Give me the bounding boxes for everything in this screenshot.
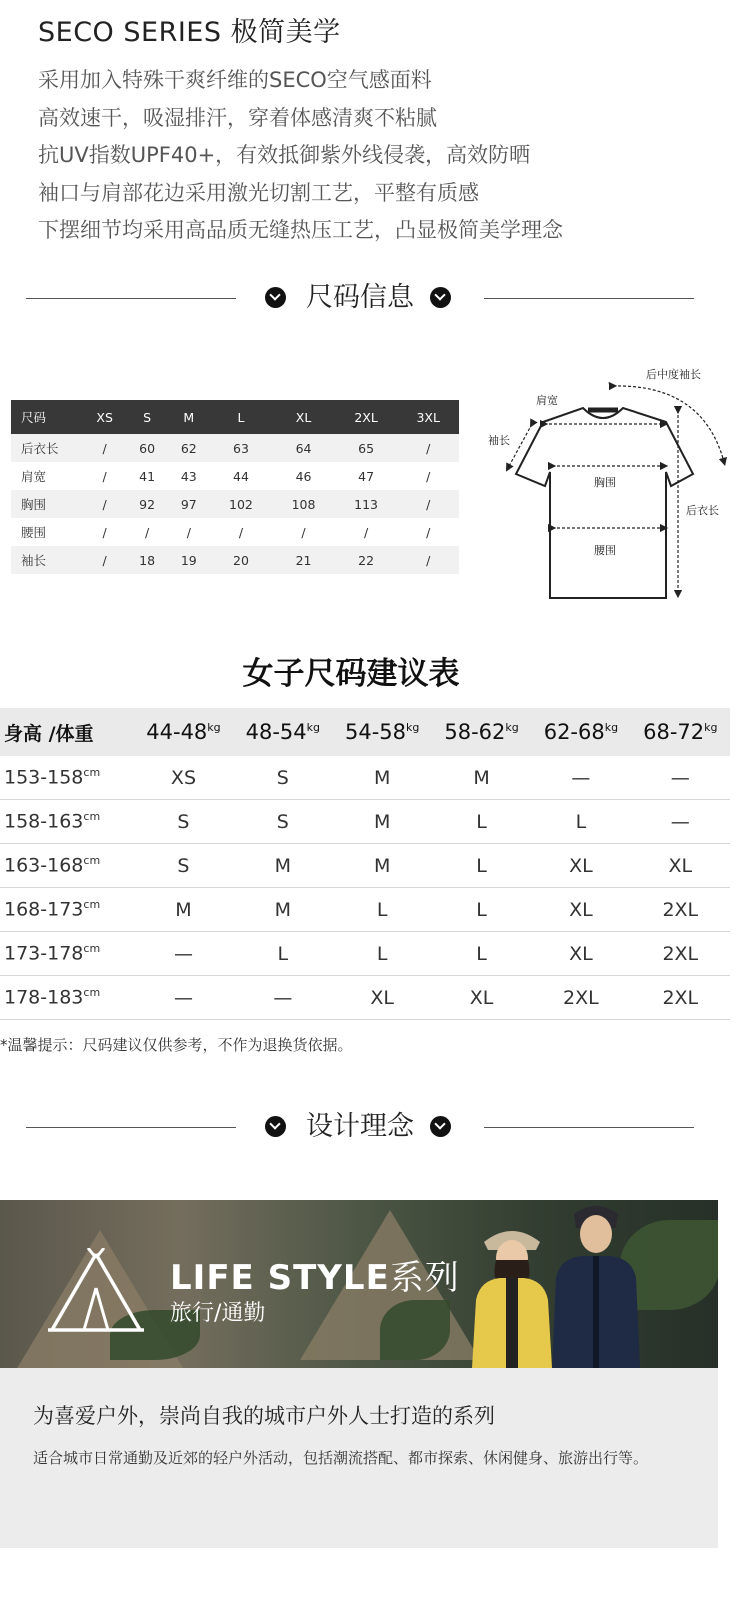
size-note: *温馨提示：尺码建议仅供参考，不作为退换货依据。	[0, 1036, 353, 1054]
label-back-length: 后衣长	[686, 504, 719, 517]
cell: 20	[210, 546, 273, 574]
size-cell: L	[432, 800, 531, 844]
size-cell: 2XL	[631, 976, 730, 1020]
cell: /	[335, 518, 398, 546]
size-cell: 2XL	[531, 976, 630, 1020]
cell: 41	[126, 462, 168, 490]
size-table	[11, 400, 459, 574]
section-title: 设计理念	[306, 1111, 414, 1142]
cell: 63	[210, 434, 273, 462]
cell: 21	[272, 546, 335, 574]
size-cell: M	[333, 756, 432, 800]
cell: 袖长	[11, 546, 83, 574]
size-cell: M	[134, 888, 233, 932]
cell: /	[397, 546, 459, 574]
height-cell: $153-158^{cm}$	[0, 756, 134, 800]
size-cell: L	[233, 932, 332, 976]
height-cell: $178-183^{cm}$	[0, 976, 134, 1020]
size-table-header	[11, 400, 459, 434]
size-cell: XL	[333, 976, 432, 1020]
height-cell: $163-168^{cm}$	[0, 844, 134, 888]
cell: 65	[335, 434, 398, 462]
label-chest: 胸围	[594, 476, 616, 489]
size-cell: 2XL	[631, 932, 730, 976]
size-cell: L	[432, 888, 531, 932]
cell: /	[83, 490, 126, 518]
banner-title: LIFE STYLE系列	[170, 1258, 460, 1298]
table-row	[0, 932, 730, 976]
feature-item: 下摆细节均采用高品质无缝热压工艺，凸显极简美学理念	[38, 218, 563, 242]
height-cell: $158-163^{cm}$	[0, 800, 134, 844]
table-row	[11, 546, 459, 574]
cell: 44	[210, 462, 273, 490]
size-cell: L	[333, 888, 432, 932]
cell: /	[397, 490, 459, 518]
cell: 92	[126, 490, 168, 518]
cell: /	[168, 518, 210, 546]
header-cell: L	[210, 400, 273, 434]
chevron-down-icon	[265, 287, 286, 308]
weight-header: $62-68^{kg}$	[531, 708, 630, 756]
feature-item: 高效速干，吸湿排汗，穿着体感清爽不粘腻	[38, 105, 437, 130]
size-section-header	[0, 278, 746, 318]
design-description-box	[0, 1368, 718, 1548]
divider	[484, 298, 694, 299]
cell: 62	[168, 434, 210, 462]
size-cell: L	[333, 932, 432, 976]
divider	[26, 1127, 236, 1128]
cell: 22	[335, 546, 398, 574]
intro-title: SECO SERIES 极简美学	[38, 17, 341, 48]
cell: 47	[335, 462, 398, 490]
header-cell: 2XL	[335, 400, 398, 434]
tshirt-measurement-diagram	[488, 362, 738, 608]
weight-header: $44-48^{kg}$	[134, 708, 233, 756]
weight-header: $54-58^{kg}$	[333, 708, 432, 756]
cell: 18	[126, 546, 168, 574]
cell: 腰围	[11, 518, 83, 546]
size-cell: XL	[531, 844, 630, 888]
table-row	[0, 888, 730, 932]
table-row	[11, 490, 459, 518]
size-cell: S	[233, 756, 332, 800]
lifestyle-banner-image	[0, 1200, 718, 1368]
cell: 97	[168, 490, 210, 518]
size-cell: M	[432, 756, 531, 800]
model-man-navy-jacket	[546, 1200, 646, 1368]
header-cell: XL	[272, 400, 335, 434]
cell: /	[397, 518, 459, 546]
cell: 108	[272, 490, 335, 518]
header-cell: XS	[83, 400, 126, 434]
design-section-header	[0, 1107, 746, 1147]
feature-item: 抗UV指数UPF40+，有效抵御紫外线侵袭，高效防晒	[38, 143, 531, 167]
height-cell: $173-178^{cm}$	[0, 932, 134, 976]
weight-header: $58-62^{kg}$	[432, 708, 531, 756]
divider	[26, 298, 236, 299]
banner-subtitle: 旅行/通勤	[170, 1301, 266, 1326]
cell: /	[83, 462, 126, 490]
label-shoulder: 肩宽	[536, 394, 558, 407]
feature-item: 袖口与肩部花边采用激光切割工艺，平整有质感	[38, 180, 479, 205]
size-cell: —	[134, 976, 233, 1020]
cell: /	[272, 518, 335, 546]
table-row	[11, 462, 459, 490]
header-cell: S	[126, 400, 168, 434]
weight-header: $48-54^{kg}$	[233, 708, 332, 756]
table-row	[0, 756, 730, 800]
table-row	[0, 800, 730, 844]
size-cell: M	[333, 844, 432, 888]
cell: 19	[168, 546, 210, 574]
size-cell: L	[531, 800, 630, 844]
size-cell: L	[432, 844, 531, 888]
cell: 102	[210, 490, 273, 518]
size-cell: —	[233, 976, 332, 1020]
cell: 肩宽	[11, 462, 83, 490]
description-body: 适合城市日常通勤及近郊的轻户外活动，包括潮流搭配、都市探索、休闲健身、旅游出行等。	[33, 1449, 649, 1467]
chevron-down-icon	[430, 287, 451, 308]
table-row	[0, 844, 730, 888]
cell: /	[210, 518, 273, 546]
description-heading: 为喜爱户外，崇尚自我的城市户外人士打造的系列	[33, 1404, 495, 1428]
table-row	[11, 434, 459, 462]
cell: /	[83, 546, 126, 574]
cell: 46	[272, 462, 335, 490]
size-cell: —	[134, 932, 233, 976]
size-cell: XL	[531, 932, 630, 976]
size-cell: S	[233, 800, 332, 844]
recommendation-title: 女子尺码建议表	[242, 656, 460, 692]
cell: 胸围	[11, 490, 83, 518]
feature-list	[38, 62, 563, 250]
cell: 64	[272, 434, 335, 462]
table-row	[11, 518, 459, 546]
cell: /	[126, 518, 168, 546]
cell: /	[397, 462, 459, 490]
size-cell: M	[233, 888, 332, 932]
feature-item: 采用加入特殊干爽纤维的SECO空气感面料	[38, 68, 432, 92]
label-sleeve: 袖长	[488, 434, 510, 447]
header-label: 身高 /体重	[0, 708, 134, 756]
section-title: 尺码信息	[306, 282, 414, 313]
size-cell: S	[134, 844, 233, 888]
cell: 后衣长	[11, 434, 83, 462]
header-cell: 尺码	[11, 400, 83, 434]
cell: 113	[335, 490, 398, 518]
weight-header: $68-72^{kg}$	[631, 708, 730, 756]
divider	[484, 1127, 694, 1128]
size-cell: 2XL	[631, 888, 730, 932]
tent-logo-icon	[48, 1248, 144, 1338]
cell: /	[83, 434, 126, 462]
cell: /	[83, 518, 126, 546]
rec-header-row	[0, 708, 730, 756]
size-cell: M	[233, 844, 332, 888]
label-waist: 腰围	[594, 544, 616, 557]
header-cell: M	[168, 400, 210, 434]
chevron-down-icon	[430, 1116, 451, 1137]
label-sleeve-back-center: 后中度袖长	[646, 368, 701, 381]
size-cell: XS	[134, 756, 233, 800]
size-cell: M	[333, 800, 432, 844]
cell: 43	[168, 462, 210, 490]
cell: /	[397, 434, 459, 462]
size-cell: XL	[631, 844, 730, 888]
size-cell: XL	[531, 888, 630, 932]
cell: 60	[126, 434, 168, 462]
size-recommendation-table	[0, 708, 730, 1020]
size-cell: L	[432, 932, 531, 976]
size-cell: XL	[432, 976, 531, 1020]
size-cell: —	[631, 800, 730, 844]
size-cell: S	[134, 800, 233, 844]
table-row	[0, 976, 730, 1020]
size-cell: —	[531, 756, 630, 800]
chevron-down-icon	[265, 1116, 286, 1137]
size-cell: —	[631, 756, 730, 800]
height-cell: $168-173^{cm}$	[0, 888, 134, 932]
header-cell: 3XL	[397, 400, 459, 434]
